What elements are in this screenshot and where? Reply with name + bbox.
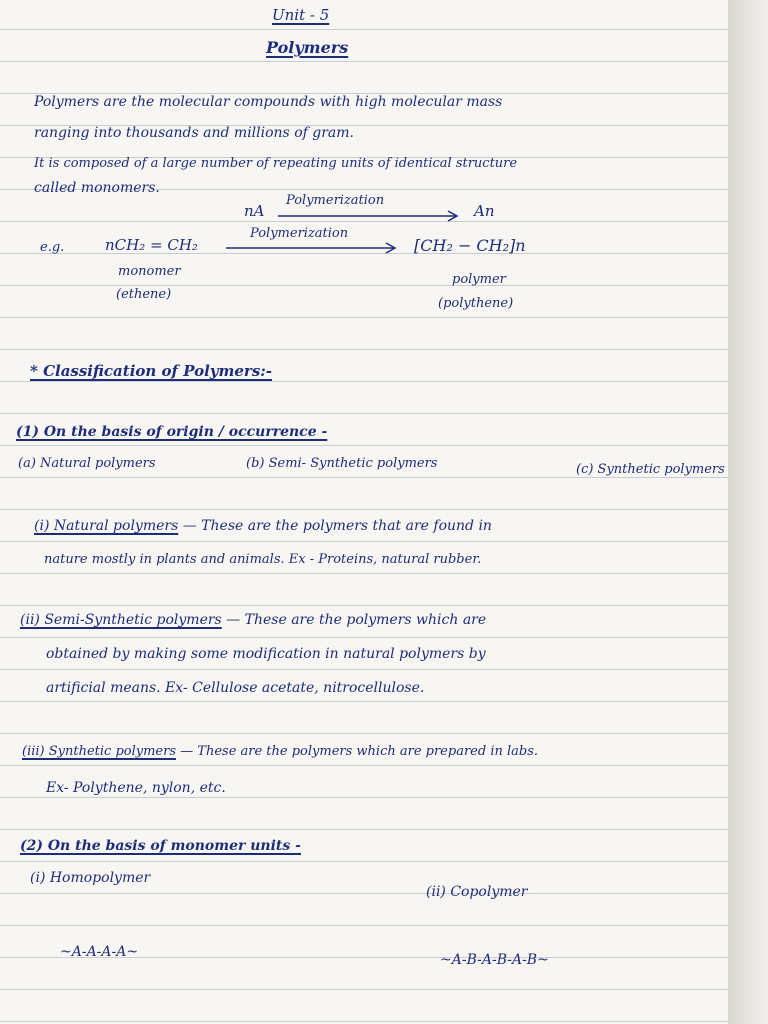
page-title: Polymers: [266, 38, 349, 57]
monomer-label: monomer: [118, 264, 181, 279]
general-reaction-arrow: [276, 210, 466, 222]
homopolymer-chain: ~A-A-A-A~: [60, 944, 139, 960]
copolymer-label: (ii) Copolymer: [426, 884, 528, 900]
general-lhs: nA: [244, 202, 265, 220]
basis-1-heading: (1) On the basis of origin / occurrence -: [16, 424, 328, 440]
natural-line-1: [34, 518, 492, 534]
option-b: (b) Semi- Synthetic polymers: [246, 456, 438, 471]
polymer-name: (polythene): [438, 296, 514, 311]
semi-term: (ii) Semi-Synthetic polymers: [20, 612, 222, 628]
synth-def-1: — These are the polymers which are prepared in labs.: [176, 744, 539, 759]
eg-label: e.g.: [40, 240, 65, 255]
semi-def-1: — These are the polymers which are: [221, 612, 487, 628]
eg-arrow-label: Polymerization: [250, 226, 349, 241]
option-a: (a) Natural polymers: [18, 456, 156, 471]
synth-def-2: Ex- Polythene, nylon, etc.: [46, 780, 226, 796]
monomer-name: (ethene): [116, 287, 172, 302]
general-rhs: An: [474, 202, 495, 220]
unit-heading: Unit - 5: [272, 6, 330, 24]
general-arrow-label: Polymerization: [286, 193, 385, 208]
eg-lhs: nCH₂ = CH₂: [105, 236, 198, 254]
eg-reaction-arrow: [224, 242, 404, 254]
eg-rhs: [CH₂ − CH₂]n: [414, 236, 526, 255]
option-c: (c) Synthetic polymers: [576, 462, 725, 477]
intro-line-3: It is composed of a large number of repeating units of identical structure: [34, 156, 518, 171]
intro-line-2: ranging into thousands and millions of gram.: [34, 125, 354, 141]
intro-line-4: called monomers.: [34, 180, 160, 196]
homopolymer-label: (i) Homopolymer: [30, 870, 151, 886]
synth-term: (iii) Synthetic polymers: [22, 744, 177, 759]
intro-line-1: Polymers are the molecular compounds with high molecular mass: [34, 94, 503, 110]
semi-def-3: artificial means. Ex- Cellulose acetate, nitrocellulose.: [46, 680, 425, 696]
natural-def-1: — These are the polymers that are found in: [178, 518, 492, 534]
copolymer-chain: ~A-B-A-B-A-B~: [440, 952, 549, 968]
natural-term: (i) Natural polymers: [34, 518, 179, 534]
semi-def-2: obtained by making some modification in natural polymers by: [46, 646, 486, 662]
natural-def-2: nature mostly in plants and animals. Ex - Proteins, natural rubber.: [44, 552, 482, 567]
synth-line-1: [22, 744, 538, 759]
adjacent-page-edge: [728, 0, 768, 1024]
basis-2-heading: (2) On the basis of monomer units -: [20, 838, 301, 854]
semi-line-1: [20, 612, 486, 628]
classification-heading: * Classification of Polymers:-: [30, 362, 273, 380]
polymer-label: polymer: [452, 272, 506, 287]
